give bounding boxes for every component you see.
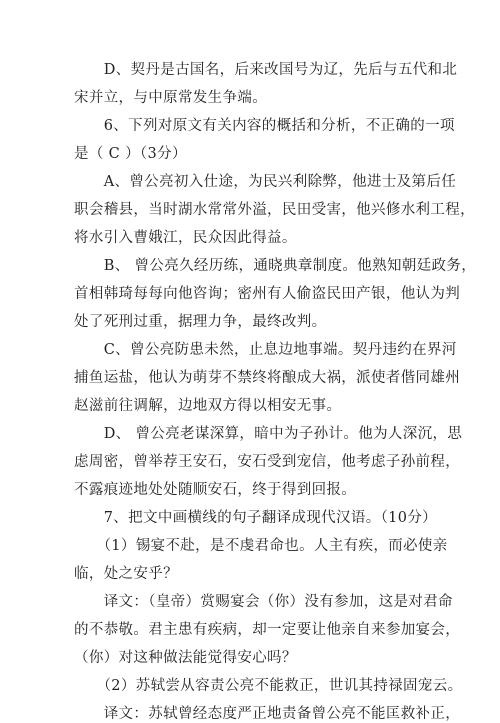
- text-line: 虑周密，曾举荐王安石，安石受到宠信，他考虑子孙前程，: [74, 454, 461, 470]
- text-line: 职会稽县，当时湖水常常外溢，民田受害，他兴修水利工程，: [74, 202, 475, 218]
- text-line: 宋并立，与中原常发生争端。: [74, 90, 268, 106]
- question-6-stem: 6、下列对原文有关内容的概括和分析，不正确的一项: [74, 118, 455, 134]
- question-6-answer: 是（ C ）（3分）: [74, 146, 187, 162]
- option-c: C、曾公亮防患未然，止息边地事端。契丹违约在界河: [74, 342, 457, 358]
- option-b: B、 曾公亮久经历练，通晓典章制度。他熟知朝廷政务，: [74, 258, 477, 274]
- text-line: D、契丹是古国名，后来改国号为辽，先后与五代和北: [74, 62, 458, 78]
- question-7-stem: 7、把文中画横线的句子翻译成现代汉语。（10分）: [74, 510, 438, 526]
- text-line: 首相韩琦每每向他咨询；密州有人偷盗民田产银，他认为判: [74, 286, 461, 302]
- option-a: A、曾公亮初入仕途，为民兴利除弊，他进士及第后任: [74, 174, 457, 190]
- sentence-2: （2）苏轼尝从容责公亮不能救正，世讥其持禄固宠云。: [74, 678, 463, 694]
- translation-1: 译文：（皇帝）赏赐宴会（你）没有参加，这是对君命: [74, 594, 453, 610]
- text-line: （你）对这种做法能觉得安心吗？: [74, 650, 297, 666]
- translation-2: 译文：苏轼曾经态度严正地责备曾公亮不能匡救补正，: [74, 706, 461, 722]
- text-line: 的不恭敬。君主患有疾病，却一定要让他亲自来参加宴会，: [74, 622, 461, 638]
- text-line: 临，处之安乎？: [74, 566, 178, 582]
- sentence-1: （1）锡宴不赴，是不虔君命也。人主有疾，而必使亲: [74, 538, 448, 554]
- text-line: 不露痕迹地处处随顺安石，终于得到回报。: [74, 482, 357, 498]
- text-line: 捕鱼运盐，他认为萌芽不禁终将酿成大祸，派使者偕同雄州: [74, 370, 461, 386]
- text-line: 赵滋前往调解，边地双方得以相安无事。: [74, 398, 342, 414]
- option-d: D、 曾公亮老谋深算，暗中为子孙计。他为人深沉，思: [74, 426, 463, 442]
- text-line: 将水引入曹娥江，民众因此得益。: [74, 230, 297, 246]
- text-line: 处了死刑过重，据理力争，最终改判。: [74, 314, 327, 330]
